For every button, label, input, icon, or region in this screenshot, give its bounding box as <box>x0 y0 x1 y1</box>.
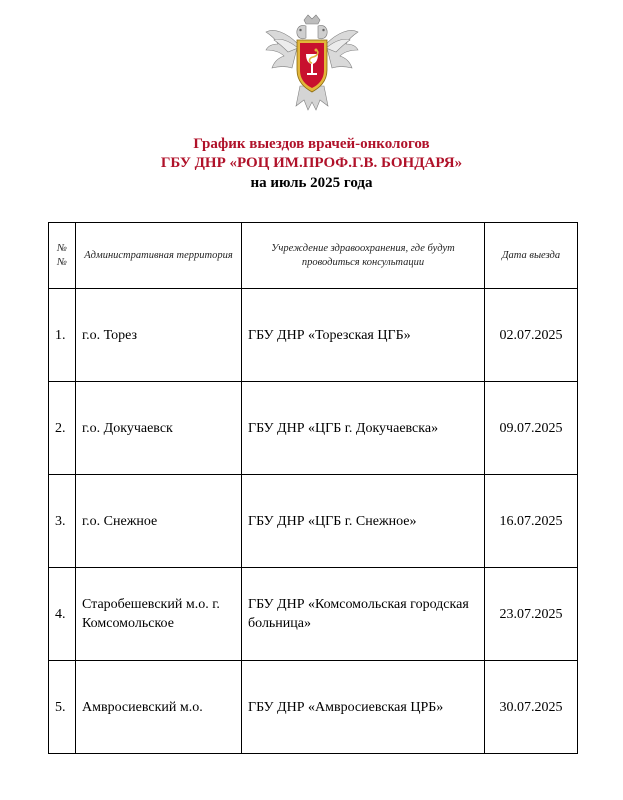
table-row <box>49 382 578 475</box>
table-row <box>49 475 578 568</box>
table-header-row <box>49 223 578 289</box>
row-number: 1. <box>49 289 76 382</box>
table-row <box>49 568 578 661</box>
row-institution: ГБУ ДНР «Амвросиевская ЦРБ» <box>242 661 485 754</box>
row-territory: г.о. Торез <box>76 289 242 382</box>
row-date: 02.07.2025 <box>485 289 578 382</box>
row-territory: Старобешевский м.о. г. Комсомольское <box>76 568 242 661</box>
schedule-table <box>48 222 578 754</box>
row-territory: г.о. Докучаевск <box>76 382 242 475</box>
column-header-institution: Учреждение здравоохранения, где будут проводиться консультации <box>242 223 485 289</box>
eagle-emblem-icon <box>262 14 362 114</box>
document-title-line2: ГБУ ДНР «РОЦ ИМ.ПРОФ.Г.В. БОНДАРЯ» <box>160 155 463 171</box>
column-header-number: № № <box>49 223 76 289</box>
row-territory: г.о. Снежное <box>76 475 242 568</box>
row-number: 4. <box>49 568 76 661</box>
row-number: 3. <box>49 475 76 568</box>
row-institution: ГБУ ДНР «ЦГБ г. Снежное» <box>242 475 485 568</box>
document-title-line3: на июль 2025 года <box>250 175 373 191</box>
column-header-date: Дата выезда <box>485 223 578 289</box>
row-date: 23.07.2025 <box>485 568 578 661</box>
table-row <box>49 289 578 382</box>
row-institution: ГБУ ДНР «Торезская ЦГБ» <box>242 289 485 382</box>
row-date: 30.07.2025 <box>485 661 578 754</box>
document-title-line1: График выездов врачей-онкологов <box>193 136 430 152</box>
row-date: 09.07.2025 <box>485 382 578 475</box>
row-date: 16.07.2025 <box>485 475 578 568</box>
row-institution: ГБУ ДНР «ЦГБ г. Докучаевска» <box>242 382 485 475</box>
table-row <box>49 661 578 754</box>
row-territory: Амвросиевский м.о. <box>76 661 242 754</box>
row-institution: ГБУ ДНР «Комсомольская городская больница» <box>242 568 485 661</box>
row-number: 5. <box>49 661 76 754</box>
row-number: 2. <box>49 382 76 475</box>
column-header-territory: Административная территория <box>76 223 242 289</box>
